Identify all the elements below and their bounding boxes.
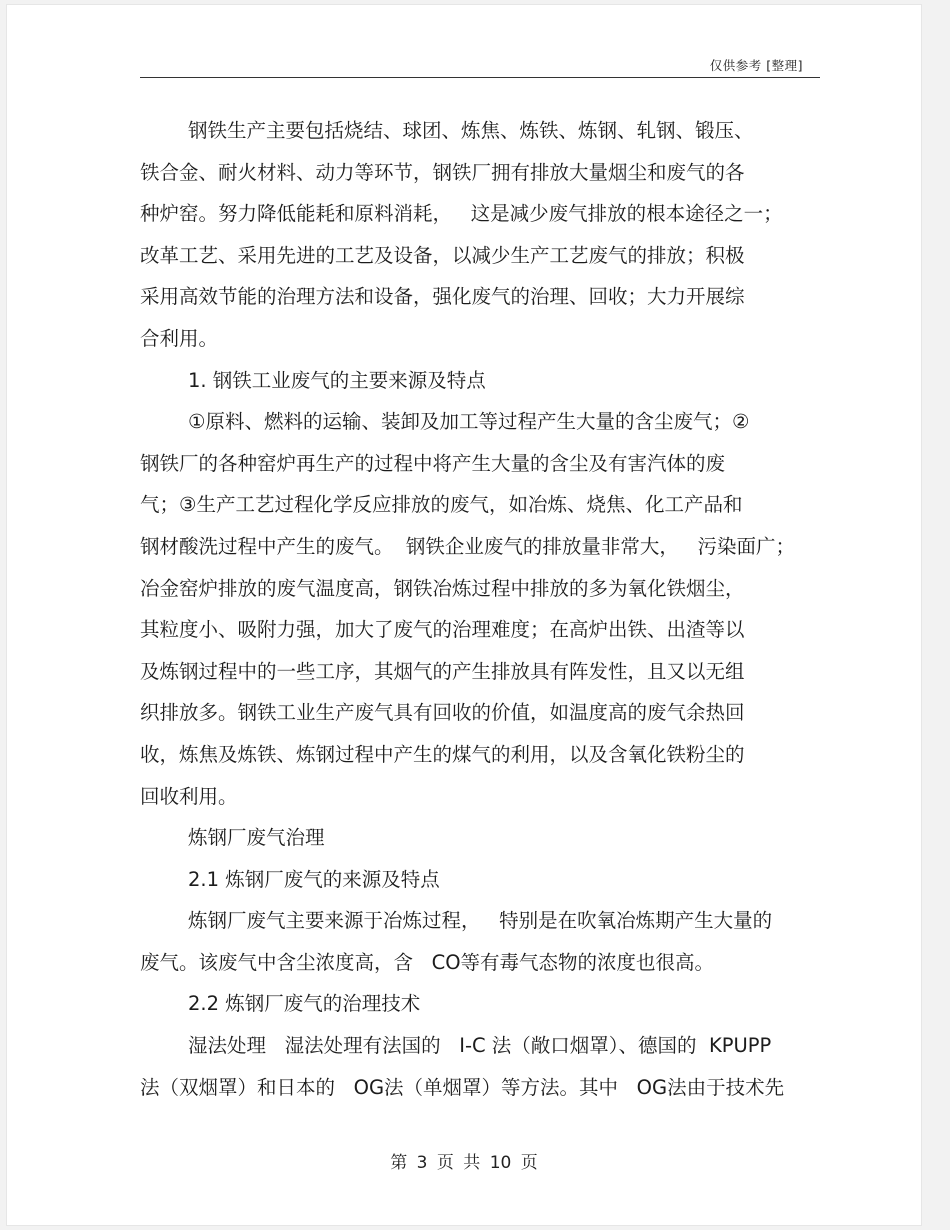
body-line: 改革工艺、采用先进的工艺及设备，以减少生产工艺废气的排放；积极 (140, 243, 745, 267)
body-line: 气；③生产工艺过程化学反应排放的废气，如冶炼、烧焦、化工产品和 (140, 493, 743, 517)
body-line: 废气。该废气中含尘浓度高，含 CO等有毒气态物的浓度也很高。 (140, 950, 715, 974)
body-line: 钢铁厂的各种窑炉再生产的过程中将产生大量的含尘及有害汽体的废 (140, 451, 726, 475)
document-page (6, 4, 922, 1226)
body-line: 钢材酸洗过程中产生的废气。 钢铁企业废气的排放量非常大， 污染面广； (140, 534, 795, 558)
section-heading: 1. 钢铁工业废气的主要来源及特点 (188, 368, 486, 392)
subsection-heading: 2.1 炼钢厂废气的来源及特点 (188, 867, 440, 891)
body-line: 收，炼焦及炼铁、炼钢过程中产生的煤气的利用，以及含氧化铁粉尘的 (140, 742, 745, 766)
body-line: 铁合金、耐火材料、动力等环节，钢铁厂拥有排放大量烟尘和废气的各 (140, 160, 745, 184)
document-body (140, 110, 830, 1108)
body-line: 湿法处理 湿法处理有法国的 I-C 法（敞口烟罩）、德国的 KPUPP (188, 1034, 772, 1058)
body-line: 炼钢厂废气主要来源于冶炼过程， 特别是在吹氧冶炼期产生大量的 (188, 909, 773, 933)
subsection-heading: 2.2 炼钢厂废气的治理技术 (188, 992, 421, 1016)
header-note: 仅供参考 [整理] (709, 58, 803, 73)
body-line: 法（双烟罩）和日本的 OG法（单烟罩）等方法。其中 OG法由于技术先 (140, 1075, 785, 1099)
body-line: 合利用。 (140, 326, 219, 350)
page-number: 第 3 页 共 10 页 (390, 1153, 538, 1173)
body-line: 回收利用。 (140, 784, 238, 808)
body-line: 种炉窑。努力降低能耗和原料消耗， 这是减少废气排放的根本途径之一； (140, 202, 783, 226)
body-line: 及炼钢过程中的一些工序，其烟气的产生排放具有阵发性，且又以无组 (140, 659, 745, 683)
body-line: 钢铁生产主要包括烧结、球团、炼焦、炼铁、炼钢、轧钢、锻压、 (188, 119, 754, 142)
body-line: ①原料、燃料的运输、装卸及加工等过程产生大量的含尘废气；② (188, 410, 750, 434)
body-line: 采用高效节能的治理方法和设备，强化废气的治理、回收；大力开展综 (140, 285, 745, 309)
section-heading: 炼钢厂废气治理 (188, 826, 325, 850)
header-rule (140, 77, 820, 78)
body-line: 冶金窑炉排放的废气温度高，钢铁冶炼过程中排放的多为氧化铁烟尘， (140, 576, 745, 600)
body-line: 织排放多。钢铁工业生产废气具有回收的价值，如温度高的废气余热回 (140, 701, 745, 725)
body-line: 其粒度小、吸附力强，加大了废气的治理难度；在高炉出铁、出渣等以 (140, 618, 745, 642)
